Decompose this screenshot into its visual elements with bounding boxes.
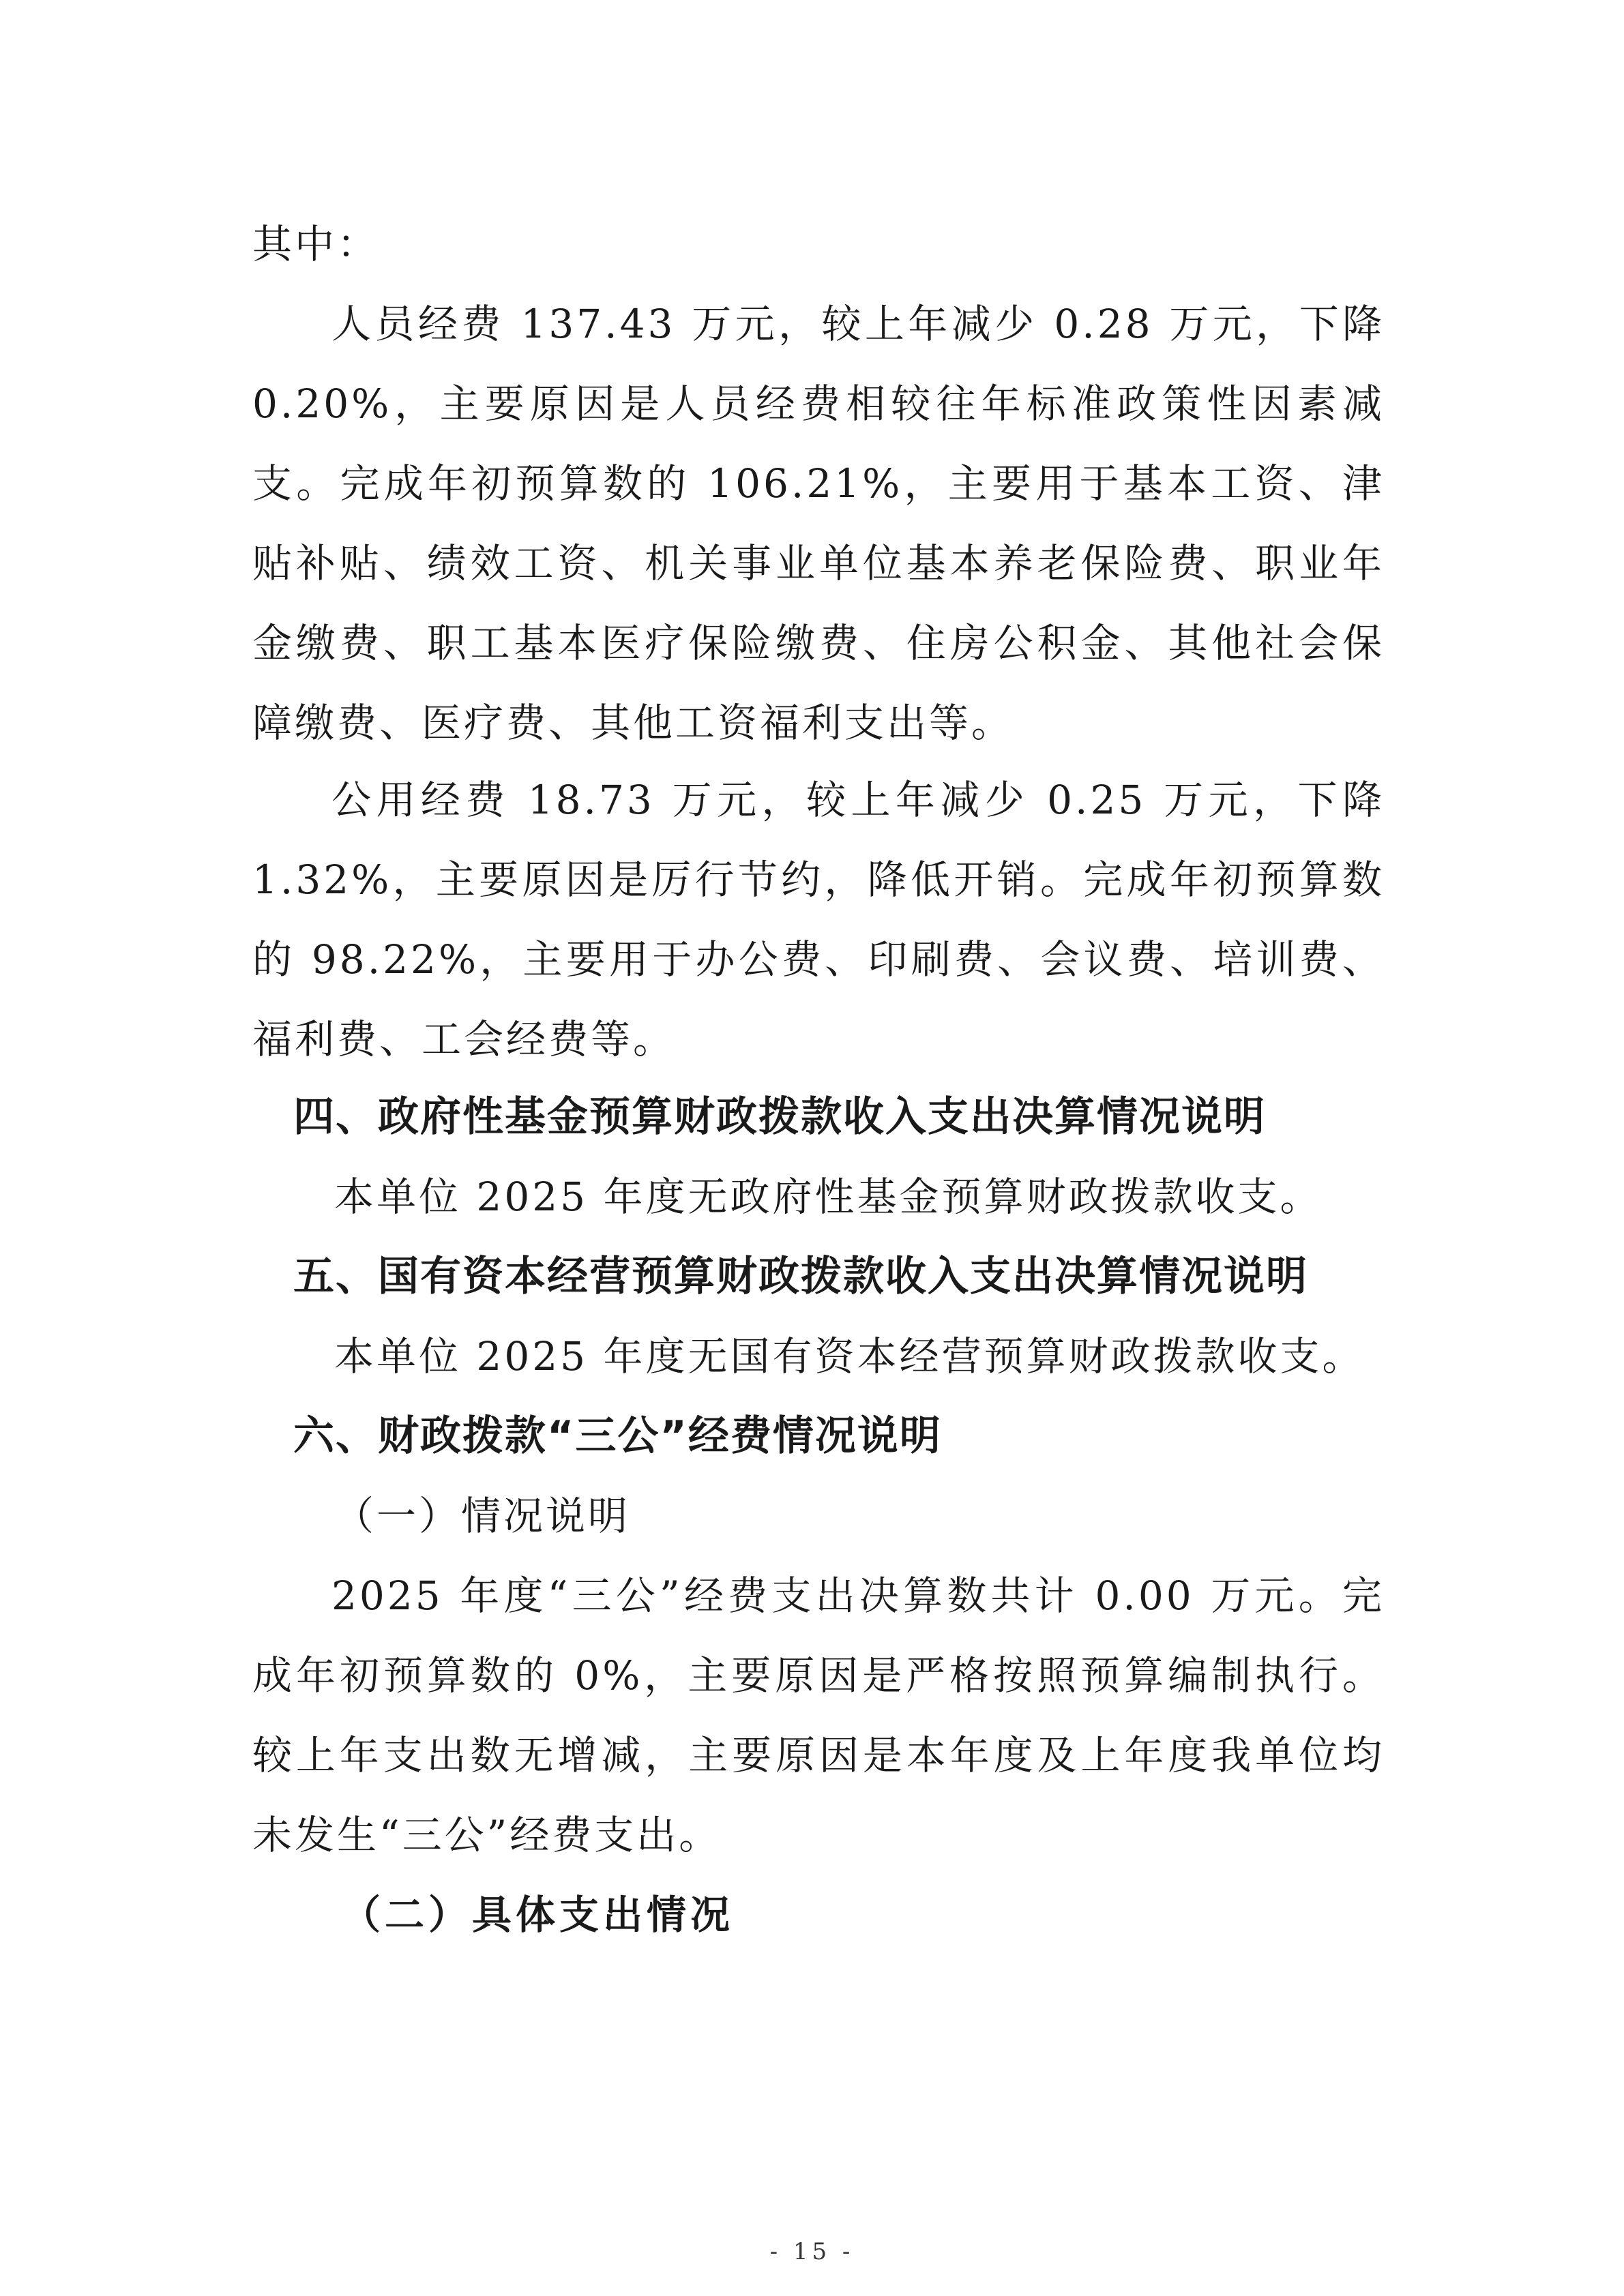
subsection-2-heading: （二）具体支出情况 (341, 1892, 735, 1938)
page-number: - 15 - (769, 2238, 855, 2265)
personnel-expense-paragraph: 人员经费 137.43 万元，较上年减少 0.28 万元，下降 0.20%，主要原因是人员经费相较往年标准政策性因素减支。完成年初预算数的 106.21%，主要用于基本工资、津贴补贴、绩效工资、机关事业单位基本养老保险费、职业年金缴费、职工基本医疗保险缴费、住房公积金、其他社会保障缴费、医疗费、其他工资福利支出等。 (252, 301, 1385, 746)
section-5-text: 本单位 2025 年度无国有资本经营预算财政拨款收支。 (334, 1333, 1365, 1380)
intro-label: 其中： (252, 221, 380, 267)
subsection-1-heading: （一）情况说明 (334, 1493, 631, 1539)
section-4-text: 本单位 2025 年度无政府性基金预算财政拨款收支。 (334, 1174, 1323, 1220)
section-6-heading: 六、财政拨款“三公”经费情况说明 (293, 1412, 942, 1460)
three-public-expense-paragraph: 2025 年度“三公”经费支出决算数共计 0.00 万元。完成年初预算数的 0%，主要原因是严格按照预算编制执行。较上年支出数无增减，主要原因是本年度及上年度我单位均未发生“三公”经费支出。 (252, 1572, 1385, 1858)
public-expense-paragraph: 公用经费 18.73 万元，较上年减少 0.25 万元，下降 1.32%，主要原因是厉行节约，降低开销。完成年初预算数的 98.22%，主要用于办公费、印刷费、会议费、培训费、福利费、工会经费等。 (252, 777, 1385, 1062)
section-4-heading: 四、政府性基金预算财政拨款收入支出决算情况说明 (293, 1093, 1266, 1141)
section-5-heading: 五、国有资本经营预算财政拨款收入支出决算情况说明 (293, 1253, 1308, 1300)
